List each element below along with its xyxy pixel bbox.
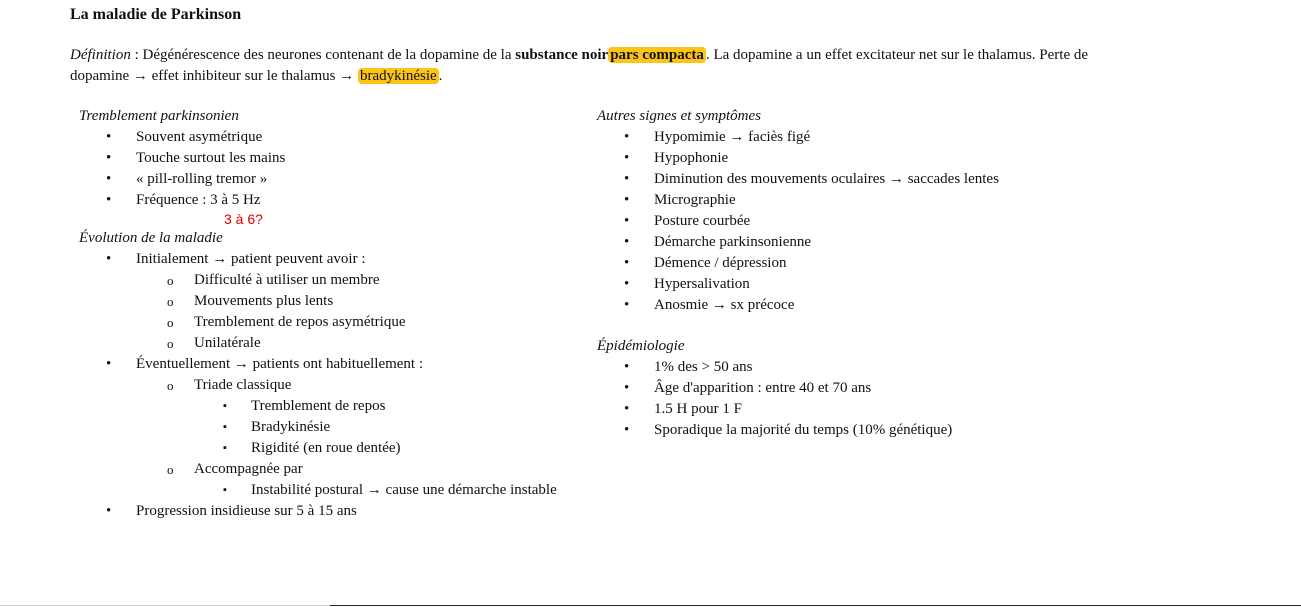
rule-right-segment [330, 605, 1301, 606]
list-item: • Fréquence : 3 à 5 Hz [79, 190, 599, 211]
rule-left-segment [0, 605, 330, 606]
list-item: • Touche surtout les mains [79, 148, 599, 169]
autres-list [597, 127, 1197, 316]
definition-bold: substance noir [515, 47, 609, 63]
list-item: • Posture courbée [597, 211, 1197, 232]
list-item: • Hypophonie [597, 148, 1197, 169]
list-item: • Diminution des mouvements oculaires → saccades lentes [597, 169, 1197, 190]
evolution-list [79, 249, 599, 270]
page-title: La maladie de Parkinson [70, 6, 242, 23]
autres-heading: Autres signes et symptômes [597, 108, 762, 124]
eventual-list [79, 354, 599, 375]
tremblement-list [79, 127, 599, 211]
list-item: ▪ Bradykinésie [79, 417, 599, 438]
epidemiologie-list [597, 357, 1197, 441]
highlight-bradykinesie: bradykinésie [360, 68, 437, 84]
list-item: o Accompagnée par [79, 459, 599, 480]
frequency-annotation: 3 à 6? [224, 211, 263, 227]
definition-label: Définition [70, 47, 131, 63]
definition-text-1: : Dégénérescence des neurones contenant de la dopamine de la [130, 47, 516, 63]
highlight-pars-compacta: pars compacta [610, 47, 704, 63]
list-item: ▪ Instabilité postural → cause une démarche instable [79, 480, 601, 501]
accompagnee-list [79, 459, 599, 480]
definition-paragraph [70, 45, 1120, 87]
list-item: o Mouvements plus lents [79, 291, 599, 312]
accompagnee-sublist [79, 480, 599, 501]
list-item: ▪ Tremblement de repos [79, 396, 599, 417]
list-item: • Démence / dépression [597, 253, 1197, 274]
list-item: • Éventuellement → patients ont habituellement : [79, 354, 599, 375]
triade-sublist [79, 396, 599, 459]
progression-list [79, 501, 599, 522]
right-column [597, 106, 1197, 441]
initial-label: Initialement → patient peuvent avoir : [136, 251, 366, 267]
list-item: • Micrographie [597, 190, 1197, 211]
list-item: • Anosmie → sx précoce [597, 295, 1197, 316]
list-item: o Unilatérale [79, 333, 599, 354]
list-item: o Tremblement de repos asymétrique [79, 312, 599, 333]
list-item: • Hypomimie → faciès figé [597, 127, 1197, 148]
list-item [79, 249, 599, 270]
triade-list [79, 375, 599, 396]
list-item: • 1.5 H pour 1 F [597, 399, 1197, 420]
left-column [79, 106, 599, 522]
list-item: o Difficulté à utiliser un membre [79, 270, 599, 291]
list-item: • Hypersalivation [597, 274, 1197, 295]
tremblement-heading: Tremblement parkinsonien [79, 108, 239, 124]
list-item: • 1% des > 50 ans [597, 357, 1197, 378]
list-item: • Souvent asymétrique [79, 127, 599, 148]
list-item: • Âge d'apparition : entre 40 et 70 ans [597, 378, 1197, 399]
list-item: • Progression insidieuse sur 5 à 15 ans [79, 501, 599, 522]
evolution-heading: Évolution de la maladie [79, 230, 223, 246]
list-item: o Triade classique [79, 375, 599, 396]
list-item: • Démarche parkinsonienne [597, 232, 1197, 253]
epidemiologie-heading: Épidémiologie [597, 338, 685, 354]
initial-sublist [79, 270, 599, 354]
list-item: • Sporadique la majorité du temps (10% génétique) [597, 420, 1197, 441]
list-item: ▪ Rigidité (en roue dentée) [79, 438, 599, 459]
definition-text-2: . La dopamine a un effet excitateur net sur le thalamus. Perte de dopamine → effet inhibiteur sur le thalamus → [70, 47, 1089, 84]
definition-text-3: . [438, 68, 443, 84]
section-gap [597, 316, 1197, 336]
list-item: • « pill-rolling tremor » [79, 169, 599, 190]
